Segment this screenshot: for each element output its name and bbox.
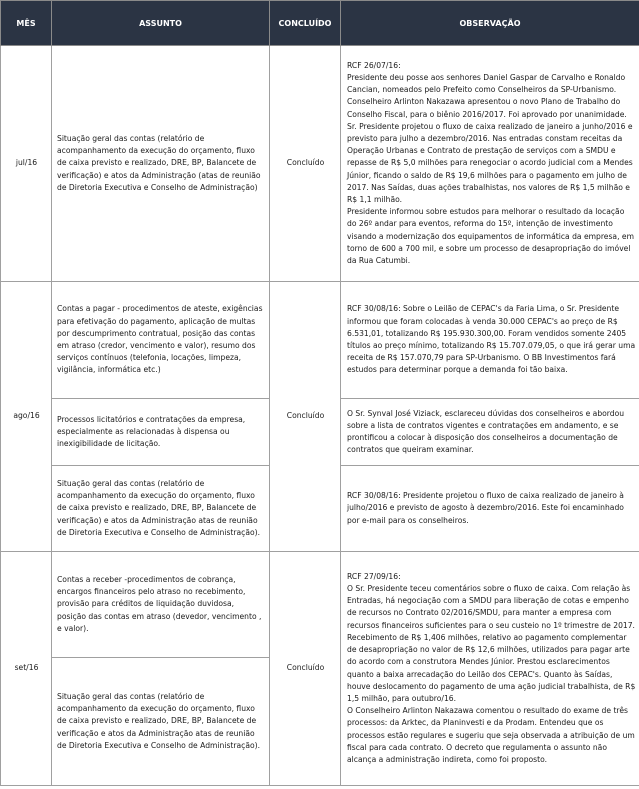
- observation-paragraph: O Conselheiro Arlinton Nakazawa comentou o resultado do exame de três processos: da Arktec, da Planinvesti e da Prodam. Entendeu que os processos estão regulares e sugeriu que seja observada a atribuição de um fiscal para cada contrato. O decreto que regulamenta o assunto não alcança a administração indireta, como foi proposto.: [347, 706, 635, 764]
- month-cell: set/16: [1, 552, 52, 786]
- table-header-row: [1, 1, 639, 46]
- observation-paragraph: RCF 30/08/16: Sobre o Leilão de CEPAC's da Faria Lima, o Sr. Presidente informou que foram colocadas à venda 30.000 CEPAC's ao preço de R$ 6.531,01, totalizando R$ 195.930.300,00. Foram vendidos somente 2405 títulos ao preço mínimo, totalizando R$ 15.707.079,05, o que irá gerar uma receita de R$ 157.070,79 para SP-Urbanismo. O BB Investimentos fará estudos para determinar porque a demanda foi tão baixa.: [347, 304, 636, 375]
- observation-paragraph: Presidente informou sobre estudos para melhorar o resultado da locação do 26º andar para eventos, reforma do 15º, intenção de investimento visando a modernização dos equipamentos de informática da empresa, em torno de 600 a 700 mil, e sobre um processo de desapropriação do imóvel da Rua Catumbi.: [347, 207, 634, 266]
- observation-paragraph: RCF 27/09/16:: [347, 571, 401, 581]
- header-observacao: OBSERVAÇÃO: [341, 1, 639, 46]
- observation-paragraph: RCF 26/07/16:: [347, 60, 401, 70]
- observation-paragraph: Conselheiro Arlinton Nakazawa apresentou o novo Plano de Trabalho do Conselho Fiscal, para o biênio 2016/2017. Foi aprovado por unanimidade.: [347, 97, 627, 119]
- status-cell: Concluído: [270, 282, 341, 552]
- observation-cell: [341, 552, 639, 786]
- subject-cell: Situação geral das contas (relatório de acompanhamento da execução do orçamento, fluxo de caixa previsto e realizado, DRE, BP, Balancete de verificação) e atos da Administração atas de reunião de Diretoria Executiva e Conselho de Administração).: [52, 466, 270, 552]
- subject-cell: Processos licitatórios e contratações da empresa, especialmente as relacionadas à dispensa ou inexigibilidade de licitação.: [52, 399, 270, 466]
- month-cell: jul/16: [1, 46, 52, 282]
- observation-cell: [341, 466, 639, 552]
- month-cell: ago/16: [1, 282, 52, 552]
- observation-paragraph: RCF 30/08/16: Presidente projetou o fluxo de caixa realizado de janeiro à julho/2016 e previsto de agosto à dezembro/2016. Este foi encaminhado por e-mail para os conselheiros.: [347, 491, 624, 525]
- observation-paragraph: O Sr. Presidente teceu comentários sobre o fluxo de caixa. Com relação às Entradas, há negociação com a SMDU para liberação de cotas e empenho de recursos no Contrato 02/2016/SMDU, para manter a empresa com recursos financeiros suficientes para o seu custeio no 1º trimestre de 2017.: [347, 584, 635, 630]
- header-concluido: CONCLUÍDO: [270, 1, 341, 46]
- subject-cell: Contas a pagar - procedimentos de ateste, exigências para efetivação do pagamento, aplicação de multas por descumprimento contratual, posição das contas em atraso (credor, vencimento e valor), resumo dos serviços contínuos (telefonia, locações, limpeza, vigilância, informática etc.): [52, 282, 270, 399]
- header-mes: MÊS: [1, 1, 52, 46]
- observation-paragraph: Recebimento de R$ 1,406 milhões, relativo ao pagamento complementar de desapropriação no valor de R$ 12,6 milhões, utilizados para pagar arte do acordo com a construtora Mendes Júnior. Prestou esclarecimentos quanto a baixa arrecadação do Leilão dos CEPAC's. Quanto às Saídas, houve deslocamento do pagamento de uma ação judicial trabalhista, de R$ 1,5 milhão, para outubro/16.: [347, 632, 636, 703]
- observation-paragraph: Presidente deu posse aos senhores Daniel Gaspar de Carvalho e Ronaldo Cancian, nomeados pelo Prefeito como Conselheiros da SP-Urbanismo.: [347, 72, 626, 95]
- status-cell: Concluído: [270, 552, 341, 786]
- status-cell: Concluído: [270, 46, 341, 282]
- observation-cell: [341, 282, 639, 399]
- header-assunto: ASSUNTO: [52, 1, 270, 46]
- observation-cell: [341, 46, 639, 282]
- subject-cell: Contas a receber -procedimentos de cobrança, encargos financeiros pelo atraso no recebimento, provisão para créditos de liquidação duvidosa, posição das contas em atraso (devedor, vencimento , e valor).: [52, 552, 270, 658]
- observation-paragraph: O Sr. Synval José Viziack, esclareceu dúvidas dos conselheiros e abordou sobre a lista de contratos vigentes e contratações em andamento, e se prontificou a colocar à disposição dos conselheiros a documentação de contratos que queiram examinar.: [347, 408, 625, 455]
- observation-cell: [341, 399, 639, 466]
- table-row: [1, 282, 639, 399]
- observation-paragraph: Sr. Presidente projetou o fluxo de caixa realizado de janeiro a junho/2016 e previsto para julho a dezembro/2016. Nas entradas constam receitas da Operação Urbanas e Contrato de prestação de serviços com a SMDU e repasse de R$ 5,0 milhões para renegociar o acordo judicial com a Mendes Júnior, ficando o saldo de R$ 19,6 milhões para o pagamento em julho de 2017. Nas Saídas, duas ações trabalhistas, nos valores de R$ 1,5 milhão e R$ 1,1 milhão.: [347, 121, 633, 204]
- table-row: [1, 552, 639, 658]
- table-row: [1, 46, 639, 282]
- subject-cell: Situação geral das contas (relatório de acompanhamento da execução do orçamento, fluxo de caixa previsto e realizado, DRE, BP, Balancete de verificação e atos da Administração atas de reunião de Diretoria Executiva e Conselho de Administração).: [52, 658, 270, 786]
- subject-cell: Situação geral das contas (relatório de acompanhamento da execução do orçamento, fluxo de caixa previsto e realizado, DRE, BP, Balancete de verificação) e atos da Administração (atas de reunião de Diretoria Executiva e Conselho de Administração): [52, 46, 270, 282]
